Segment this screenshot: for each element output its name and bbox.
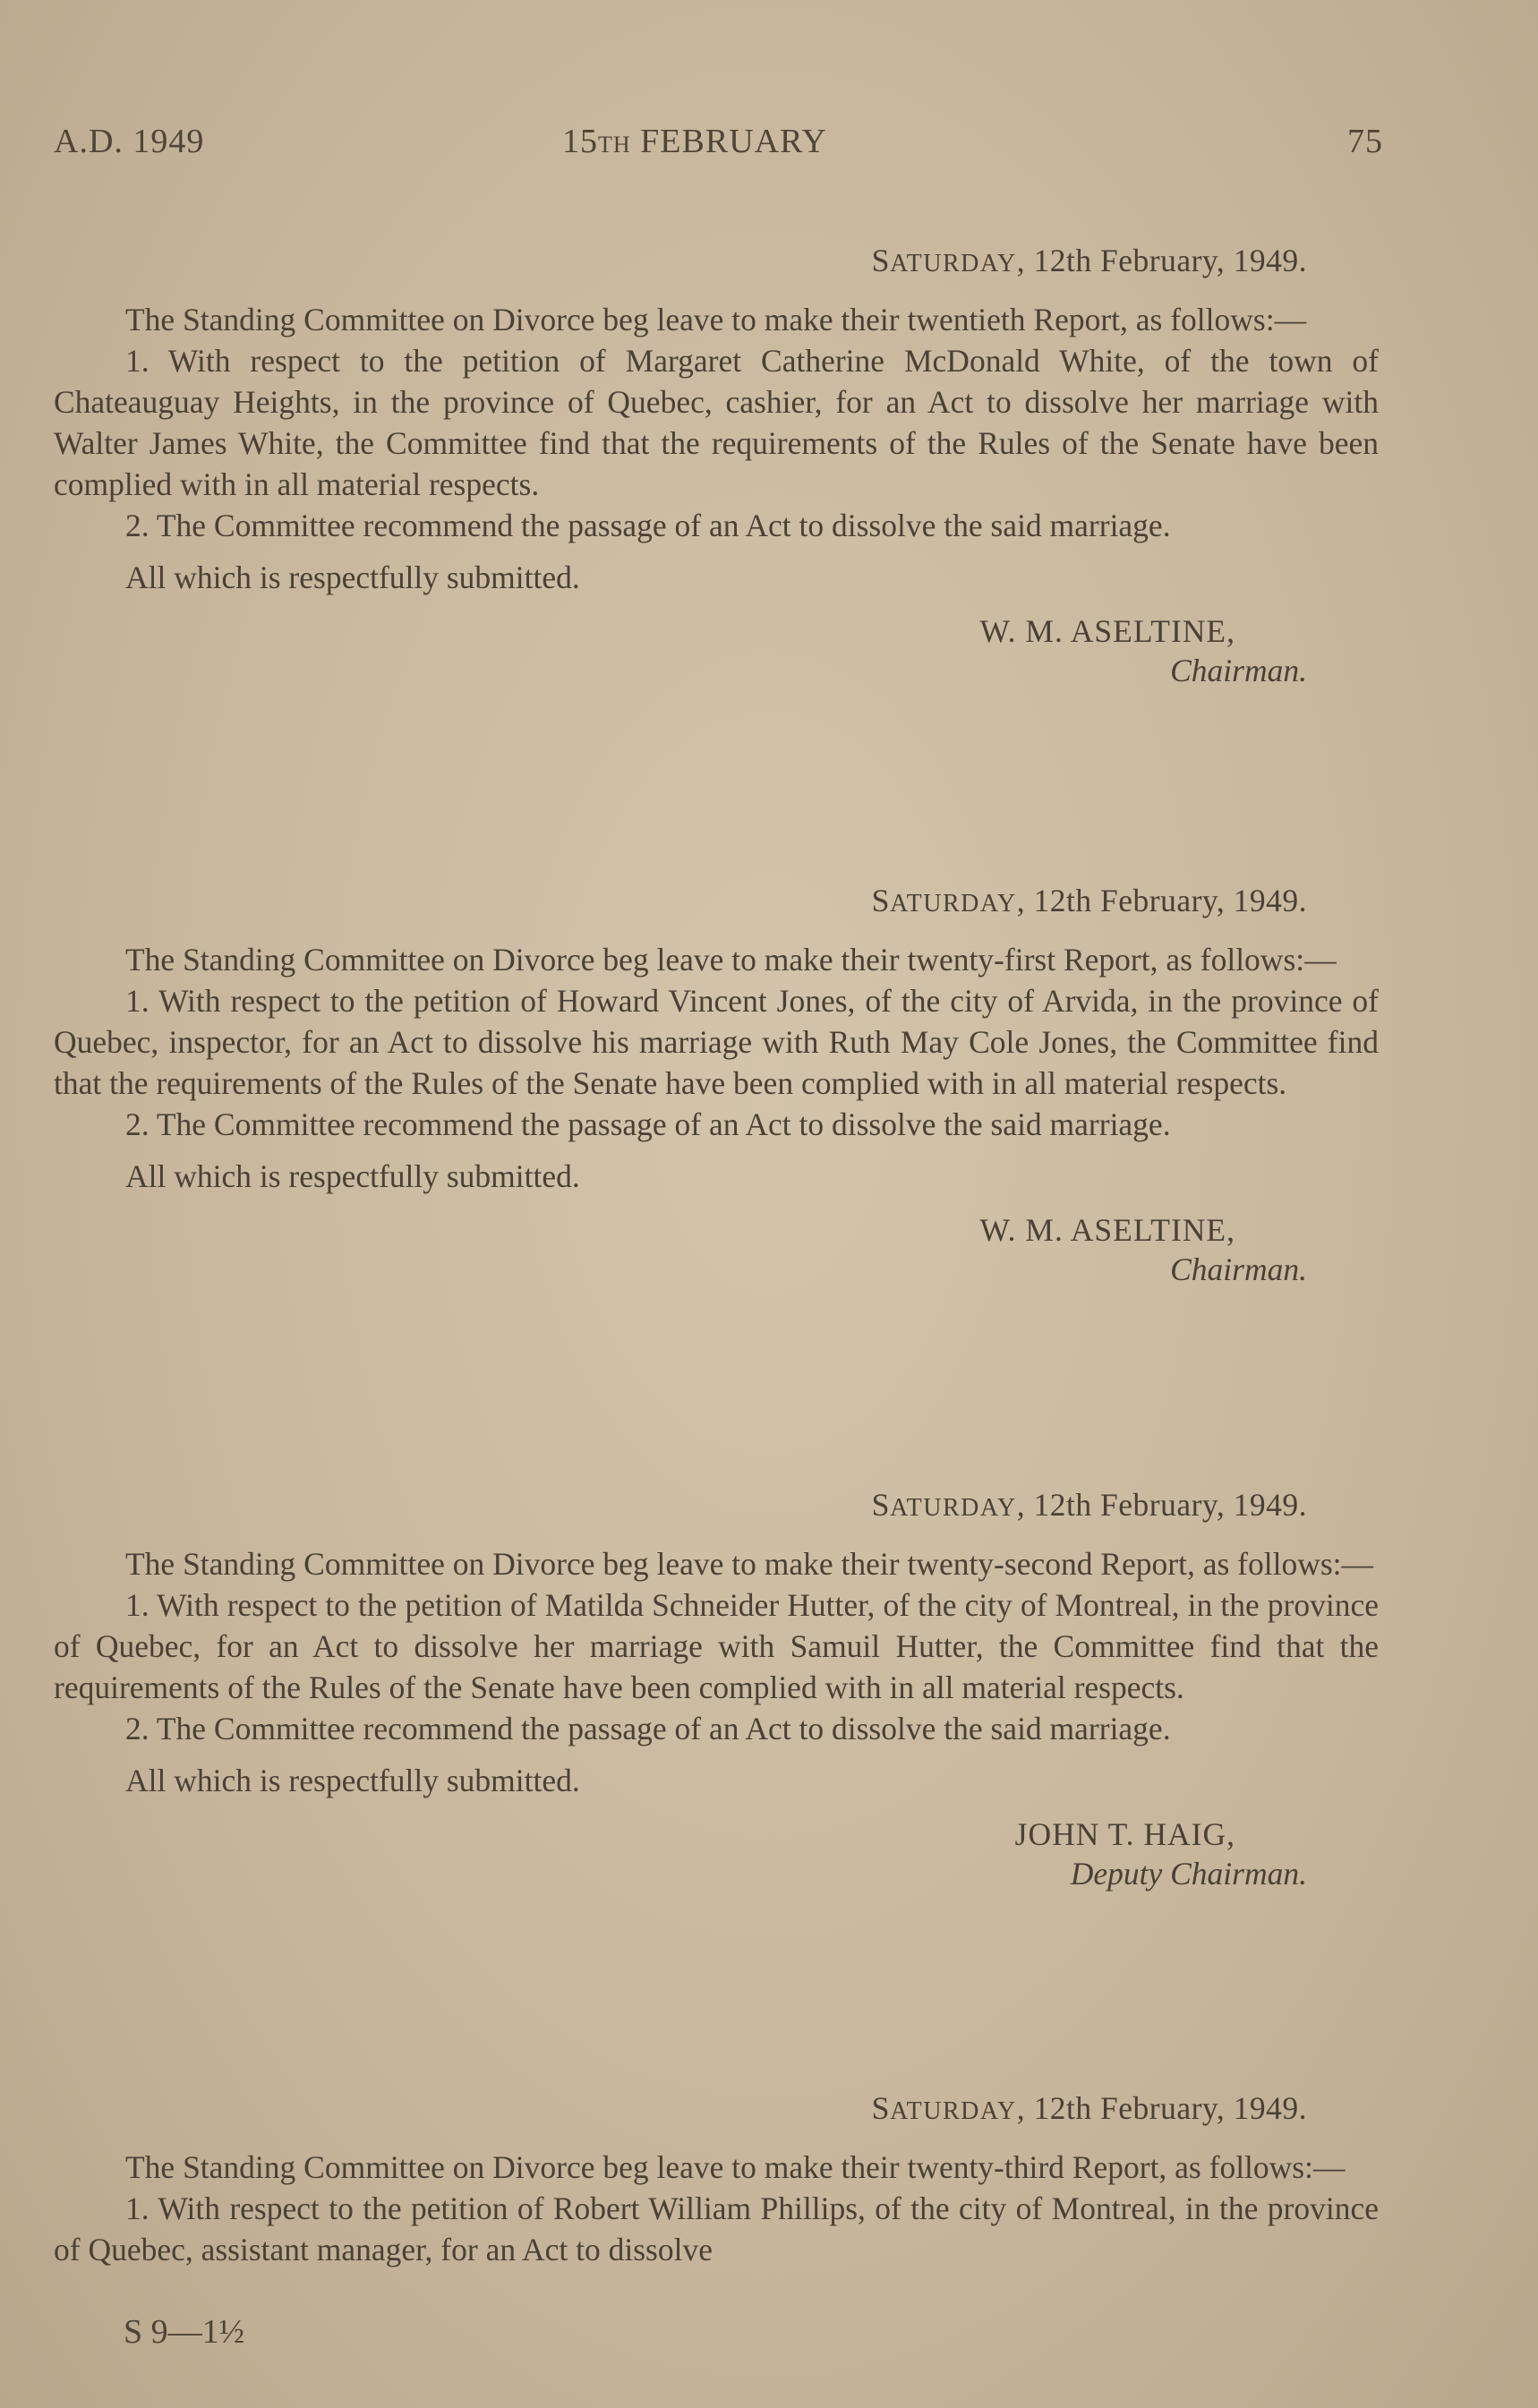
report-item-1: 1. With respect to the petition of Howard Vincent Jones, of the city of Arvida, in the province of Quebec, inspector, for an Act to dissolve his marriage with Ruth May Cole Jones, the Committee find that the requirements of the Rules of the Senate have been complied with in all material respects. (54, 983, 1379, 1101)
report-item-2: 2. The Committee recommend the passage of an Act to dissolve the said marriage. (125, 508, 1171, 543)
report-submitted: All which is respectfully submitted. (125, 559, 580, 595)
dateline-initial: S (871, 243, 891, 278)
report-submitted: All which is respectfully submitted. (125, 1763, 580, 1798)
report-signatory-title: Chairman. (1170, 1251, 1307, 1287)
report-dateline (54, 2088, 1379, 2130)
report-twenty-second (54, 1484, 1379, 1898)
report-signatory: W. M. ASELTINE, (979, 613, 1235, 649)
report-dateline (54, 880, 1379, 923)
report-intro: The Standing Committee on Divorce beg leave to make their twenty-second Report, as follows:— (125, 1546, 1374, 1582)
header-date (562, 122, 827, 161)
signature-mark: S 9—1½ (124, 2313, 245, 2351)
report-twenty-first (54, 880, 1379, 1294)
report-twentieth (54, 240, 1379, 695)
report-twenty-third (54, 2088, 1379, 2270)
dateline-weekday: ATURDAY (890, 2097, 1017, 2125)
report-item-2: 2. The Committee recommend the passage of an Act to dissolve the said marriage. (125, 1106, 1171, 1142)
dateline-weekday: ATURDAY (890, 890, 1017, 918)
dateline-weekday: ATURDAY (890, 1494, 1017, 1522)
dateline-date: , 12th February, 1949. (1016, 883, 1307, 918)
page-number: 75 (1347, 123, 1383, 160)
header-day: 15 (562, 123, 598, 160)
dateline-date: , 12th February, 1949. (1016, 2090, 1307, 2126)
dateline-date: , 12th February, 1949. (1016, 1487, 1307, 1523)
header-month: FEBRUARY (640, 123, 827, 160)
report-item-1: 1. With respect to the petition of Matilda Schneider Hutter, of the city of Montreal, in the province of Quebec, for an Act to dissolve her marriage with Samuil Hutter, the Committee find that the requirements of the Rules of the Senate have been complied with in all material respects. (54, 1587, 1379, 1705)
report-signatory: JOHN T. HAIG, (1014, 1816, 1235, 1852)
report-item-2: 2. The Committee recommend the passage of an Act to dissolve the said marriage. (125, 1711, 1171, 1746)
report-submitted: All which is respectfully submitted. (125, 1158, 580, 1194)
dateline-date: , 12th February, 1949. (1016, 243, 1307, 278)
report-item-1: 1. With respect to the petition of Margaret Catherine McDonald White, of the town of Chateauguay Heights, in the province of Quebec, cashier, for an Act to dissolve her marriage with Walter James White, the Committee find that the requirements of the Rules of the Senate have been complied with in all material respects. (54, 343, 1379, 502)
running-head (54, 122, 1383, 167)
report-intro: The Standing Committee on Divorce beg leave to make their twenty-first Report, as follows:— (125, 942, 1337, 978)
report-signatory-title: Deputy Chairman. (1070, 1856, 1307, 1891)
report-dateline (54, 1484, 1379, 1527)
dateline-initial: S (871, 883, 891, 918)
dateline-weekday: ATURDAY (890, 250, 1017, 278)
report-intro: The Standing Committee on Divorce beg leave to make their twenty-third Report, as follows:— (125, 2149, 1346, 2185)
header-year: A.D. 1949 (54, 123, 205, 160)
dateline-initial: S (871, 1487, 891, 1523)
dateline-initial: S (871, 2090, 891, 2126)
report-signatory-title: Chairman. (1170, 653, 1307, 688)
report-signatory: W. M. ASELTINE, (979, 1212, 1235, 1248)
report-intro: The Standing Committee on Divorce beg leave to make their twentieth Report, as follows:— (125, 302, 1307, 337)
report-dateline (54, 240, 1379, 283)
header-day-suffix: TH (598, 132, 631, 158)
report-item-1: 1. With respect to the petition of Robert William Phillips, of the city of Montreal, in the province of Quebec, assistant manager, for an Act to dissolve (54, 2190, 1379, 2267)
